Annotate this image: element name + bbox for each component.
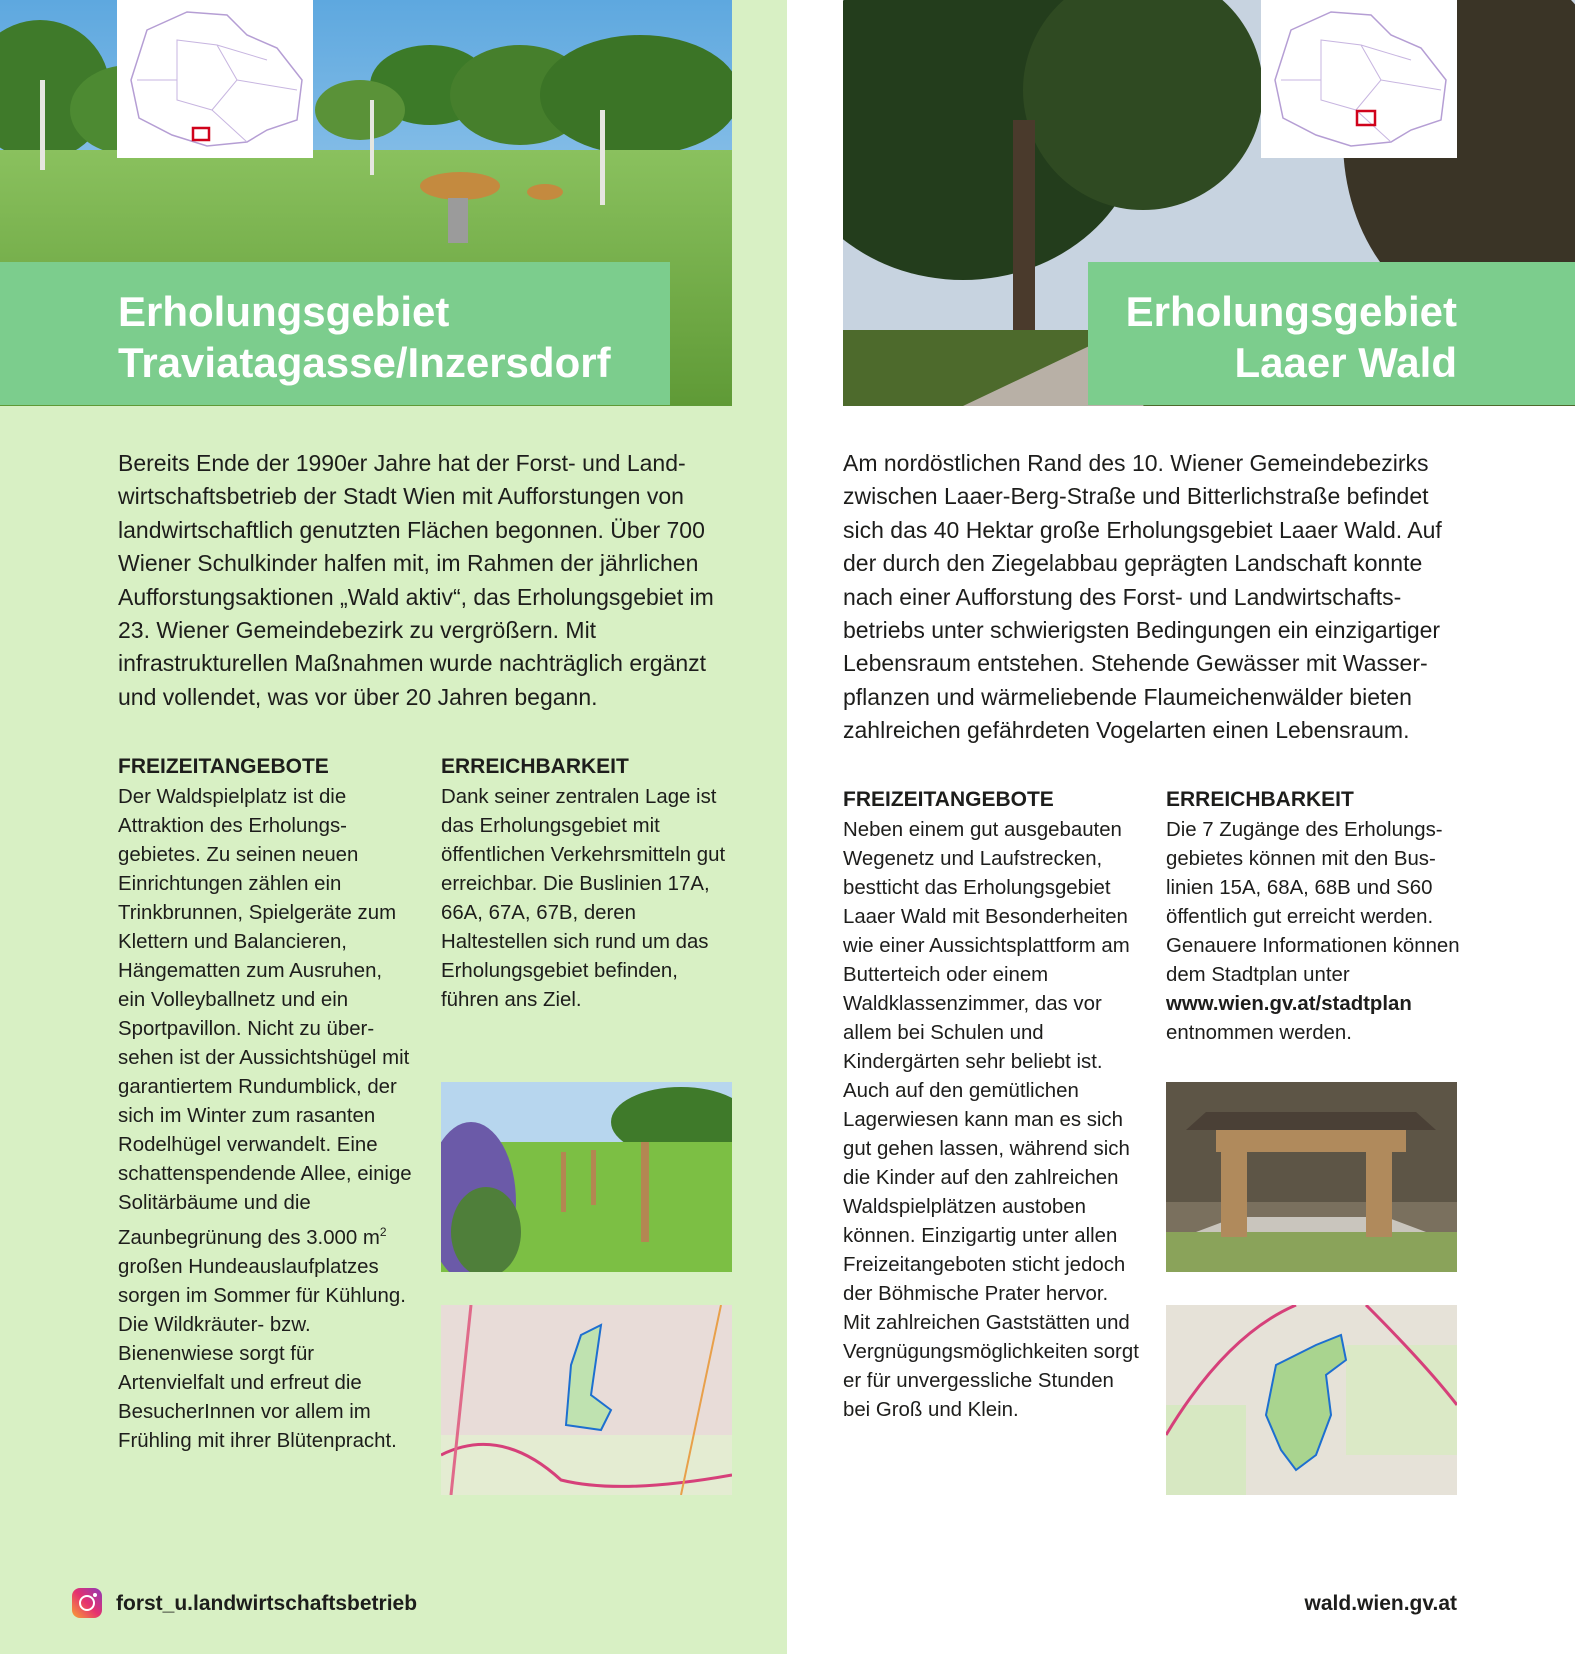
- right-col2-text-after: entnommen werden.: [1166, 1022, 1352, 1044]
- map-traviatagasse: [441, 1305, 732, 1495]
- instagram-icon[interactable]: [72, 1588, 102, 1618]
- right-col2-text: [1166, 816, 1462, 1048]
- right-col1-heading: FREIZEITANGEBOTE: [843, 788, 1054, 811]
- photo-hammocks: [441, 1082, 732, 1272]
- right-intro-paragraph: Am nordöstlichen Rand des 10. Wiener Gemeindebezirks zwischen Laaer-Berg-Straße und Bitterlichstraße befindet sich das 40 Hektar große Erholungsgebiet Laaer Wald. Auf der durch den Ziegelabbau geprägten Landschaft konnte nach einer Aufforstung des Forst- und Landwirtschaftsbetriebs unter schwierigsten Bedingungen ein einzigartiger Lebensraum entstehen. Stehende Gewässer mit Wasserpflanzen und wärmeliebende Flaumeichenwälder bieten zahlreichen gefährdeten Vogelarten einen Lebensraum.: [843, 450, 1442, 744]
- left-col2-text: Dank seiner zentralen Lage ist das Erholungsgebiet mit öffentlichen Verkehrsmitteln gut erreichbar. Die Buslinien 17A, 66A, 67A, 67B, deren Haltestellen sich rund um das Erholungsgebiet befinden, führen ans Ziel.: [441, 786, 726, 1011]
- left-title-line-1: Erholungsgebiet: [118, 288, 450, 335]
- right-col2-heading: ERREICHBARKEIT: [1166, 788, 1354, 811]
- right-col2-text-before: Die 7 Zugänge des Erholungsgebietes können mit den Buslinien 15A, 68A, 68B und S60 öffentlich gut erreicht werden. Genauere Informationen können dem Stadtplan unter: [1166, 819, 1460, 986]
- right-title-box: [1088, 262, 1575, 405]
- left-col1-sup: 2: [379, 1225, 387, 1239]
- map-laaer-wald: [1166, 1305, 1457, 1495]
- vienna-locator-map-right: [1261, 0, 1457, 158]
- right-title-line-1: Erholungsgebiet: [1125, 288, 1457, 335]
- vienna-locator-map-left: [117, 0, 313, 158]
- left-col1-heading: FREIZEITANGEBOTE: [118, 755, 329, 778]
- left-title-box: [0, 262, 670, 405]
- website-link[interactable]: wald.wien.gv.at: [1304, 1592, 1457, 1615]
- instagram-handle[interactable]: forst_u.landwirtschaftsbetrieb: [116, 1592, 418, 1615]
- right-col1-text: Neben einem gut ausgebauten Wegenetz und Laufstrecken, bestticht das Erholungsgebiet Laaer Wald mit Besonderheiten wie einer Aussichtsplattform am Butterteich oder einem Waldklassenzimmer, das vor allem bei Schulen und Kindergärten sehr beliebt ist. Auch auf den gemütlichen Lagerwiesen kann man es sich gut gehen lassen, während sich die Kinder auf den zahlreichen Waldspielplätzen austoben können. Einzigartig unter allen Freizeitangeboten sticht jedoch der Böhmische Prater hervor. Mit zahlreichen Gaststätten und Vergnügungsmöglichkeiten sorgt er für unvergessliche Stunden bei Groß und Klein.: [843, 819, 1139, 1421]
- left-col2-heading: ERREICHBARKEIT: [441, 755, 629, 778]
- left-col1-text-after: großen Hundeauslaufplatzes sorgen im Sommer für Kühlung. Die Wildkräuter- bzw. Bienenwiese sorgt für Artenvielfalt und erfreut die BesucherInnen vor allem im Frühling mit ihrer Blütenpracht.: [118, 1255, 406, 1452]
- stadtplan-link[interactable]: www.wien.gv.at/stadtplan: [1166, 993, 1412, 1015]
- left-intro-paragraph: Bereits Ende der 1990er Jahre hat der Forst- und Landwirtschaftsbetrieb der Stadt Wien mit Aufforstungen von landwirtschaftlich genutzten Flächen begonnen. Über 700 Wiener Schulkinder halfen mit, im Rahmen der jährlichen Aufforstungsaktionen „Wald aktiv“, das Erholungsgebiet im 23. Wiener Gemeindebezirk zu vergrößern. Mit infrastrukturellen Maßnahmen wurde nachträglich ergänzt und vollendet, was vor über 20 Jahren begann.: [118, 450, 714, 710]
- left-col1-text-before: Der Waldspielplatz ist die Attraktion des Erholungsgebietes. Zu seinen neuen Einrichtungen zählen ein Trinkbrunnen, Spielgeräte zum Klettern und Balancieren, Hängematten zum Ausruhen, ein Volleyballnetz und ein Sportpavillon. Nicht zu übersehen ist der Aussichtshügel mit garantiertem Rundumblick, der sich im Winter zum rasanten Rodelhügel verwandelt. Eine schattenspendende Allee, einige Solitärbäume und die Zaunbegrünung des 3.000 m: [118, 786, 412, 1249]
- left-title-line-2: Traviatagasse/Inzersdorf: [118, 339, 611, 386]
- left-col1-text: [118, 783, 414, 1456]
- right-title-line-2: Laaer Wald: [1234, 339, 1457, 386]
- photo-wooden-gate: [1166, 1082, 1457, 1272]
